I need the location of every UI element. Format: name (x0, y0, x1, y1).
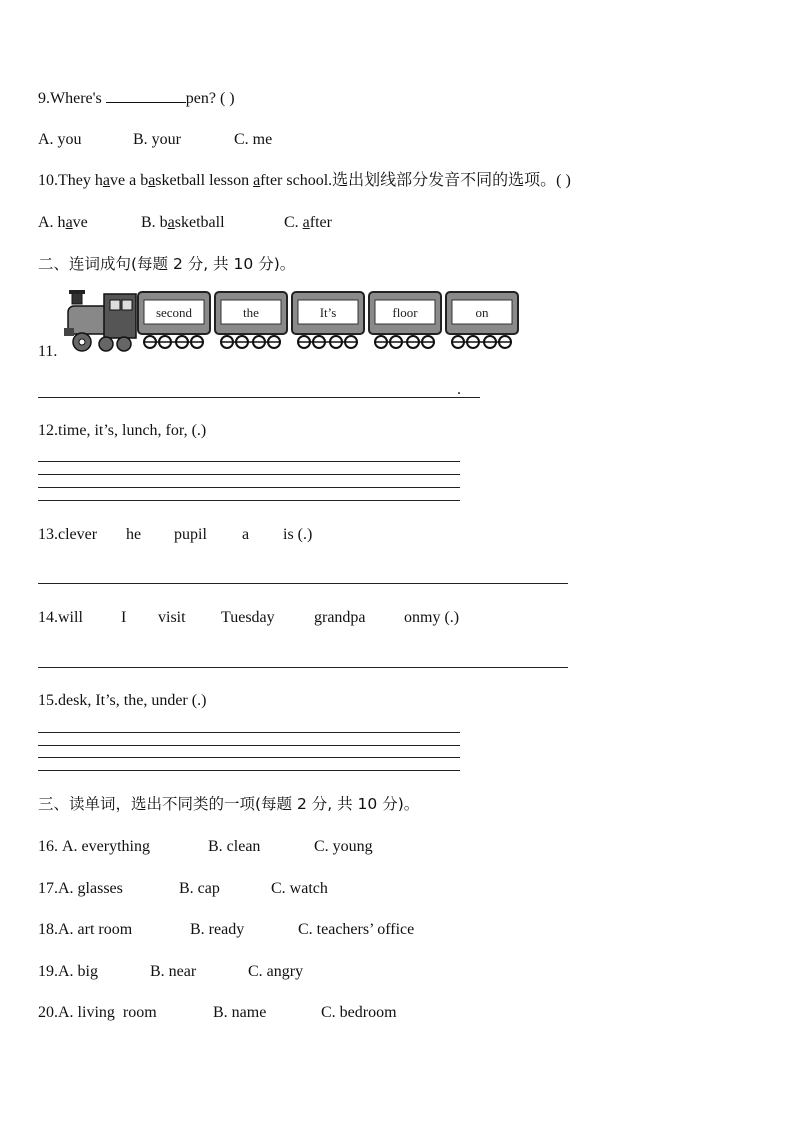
question-19 (38, 962, 303, 982)
q17-number: 17. (38, 880, 58, 897)
q18-option-a[interactable]: A. art room (58, 921, 133, 938)
train-car-5 (446, 292, 518, 348)
q16-option-c[interactable]: C. young (314, 838, 373, 855)
q13-word-3: pupil (174, 526, 207, 543)
car-word-4: floor (392, 305, 418, 320)
q10-option-a[interactable] (38, 213, 141, 233)
car-word-5: on (475, 305, 489, 320)
q20-option-a[interactable]: A. living room (58, 1004, 157, 1021)
q13-answer-line[interactable] (38, 583, 568, 584)
q12-answer-line-4[interactable] (38, 500, 460, 501)
q20-option-c[interactable]: C. bedroom (321, 1004, 397, 1021)
q19-number: 19. (38, 963, 58, 980)
q9-option-a[interactable]: A. you (38, 131, 82, 148)
q14-word-6: onmy (.) (404, 609, 460, 626)
q10-b-suffix: sketball (174, 214, 225, 231)
q13-word-2: he (126, 526, 142, 543)
question-17 (38, 879, 328, 899)
q15-answer-line-3[interactable] (38, 757, 460, 758)
q12-prompt: 12.time, it’s, lunch, for, (.) (38, 422, 207, 439)
q11-answer-line[interactable] (38, 397, 480, 398)
question-9 (38, 88, 235, 109)
q10-options (38, 213, 332, 233)
q18-number: 18. (38, 921, 58, 938)
q9-option-c[interactable]: C. me (234, 131, 273, 148)
q10-b-prefix: B. b (141, 214, 168, 231)
q10-c-underlined: a (302, 214, 310, 231)
train-car-1 (138, 292, 210, 348)
q11-number: 11. (38, 343, 58, 360)
q14-word-3: visit (158, 609, 186, 626)
q20-option-b[interactable]: B. name (213, 1004, 267, 1021)
q20-number: 20. (38, 1004, 58, 1021)
q14-word-5: grandpa (314, 609, 366, 626)
question-18 (38, 920, 414, 940)
q12-answer-line-2[interactable] (38, 474, 460, 475)
q10-c-prefix: C. (284, 214, 303, 231)
train-car-4 (369, 292, 441, 348)
q10-underlined-1: a (102, 172, 110, 189)
q9-option-b[interactable]: B. your (133, 131, 181, 148)
q10-option-c[interactable] (284, 213, 332, 233)
q10-underlined-2: a (148, 172, 156, 189)
car-word-1: second (155, 305, 193, 320)
q10-a-prefix: A. h (38, 214, 66, 231)
q17-option-b[interactable]: B. cap (179, 880, 220, 897)
car-word-3: It’s (319, 305, 337, 320)
q10-a-suffix: ve (72, 214, 88, 231)
q9-blank[interactable] (106, 88, 186, 103)
q14-word-1: will (58, 609, 83, 626)
q18-option-c[interactable]: C. teachers’ office (298, 921, 415, 938)
q14-answer-line[interactable] (38, 667, 568, 668)
q15-prompt: 15.desk, It’s, the, under (.) (38, 692, 207, 709)
q19-option-a[interactable]: A. big (58, 963, 98, 980)
question-10 (38, 171, 571, 191)
car-word-2: the (243, 305, 259, 320)
section-3-heading: 三、读单词，选出不同类的一项(每题 2 分, 共 10 分)。 (38, 795, 420, 813)
q17-option-a[interactable]: A. glasses (58, 880, 123, 897)
q9-text-before: 9.Where's (38, 90, 106, 107)
q13-word-5: is (.) (283, 526, 313, 543)
q13-number: 13. (38, 526, 58, 543)
q14-number: 14. (38, 609, 58, 626)
q10-a-underlined: a (65, 214, 73, 231)
q15-answer-line-2[interactable] (38, 745, 460, 746)
q14-word-2: I (121, 609, 127, 626)
locomotive-icon (64, 290, 136, 351)
q15-answer-line-4[interactable] (38, 770, 460, 771)
q14-word-4: Tuesday (221, 609, 275, 626)
q16-option-a[interactable]: A. everything (62, 838, 150, 855)
train-car-3 (292, 292, 364, 348)
q10-underlined-3: a (253, 172, 261, 189)
q14-prompt (38, 608, 459, 628)
q18-option-b[interactable]: B. ready (190, 921, 245, 938)
q9-text-after: pen? ( ) (185, 90, 235, 107)
q12-answer-line-3[interactable] (38, 487, 460, 488)
q10-option-b[interactable] (141, 213, 284, 233)
q16-option-b[interactable]: B. clean (208, 838, 261, 855)
q19-option-c[interactable]: C. angry (248, 963, 304, 980)
question-20 (38, 1003, 397, 1023)
q9-options (38, 130, 272, 150)
train-car-2 (215, 292, 287, 348)
q10-text-4: fter school.选出划线部分发音不同的选项。( ) (260, 172, 571, 189)
section-2-heading: 二、连词成句(每题 2 分, 共 10 分)。 (38, 255, 296, 273)
q15-answer-line-1[interactable] (38, 732, 460, 733)
q19-option-b[interactable]: B. near (150, 963, 197, 980)
q10-text-2: ve a b (109, 172, 149, 189)
q11-end-mark: . (457, 381, 461, 398)
q10-b-underlined: a (167, 214, 175, 231)
q10-c-suffix: fter (309, 214, 332, 231)
question-16 (38, 837, 373, 857)
q10-text-1: 10.They h (38, 172, 103, 189)
train-illustration (64, 288, 524, 358)
q13-word-4: a (242, 526, 250, 543)
q10-text-3: sketball lesson (155, 172, 254, 189)
q16-number: 16. (38, 838, 62, 855)
q13-prompt (38, 525, 312, 545)
q12-answer-line-1[interactable] (38, 461, 460, 462)
q13-word-1: clever (58, 526, 98, 543)
q17-option-c[interactable]: C. watch (271, 880, 328, 897)
